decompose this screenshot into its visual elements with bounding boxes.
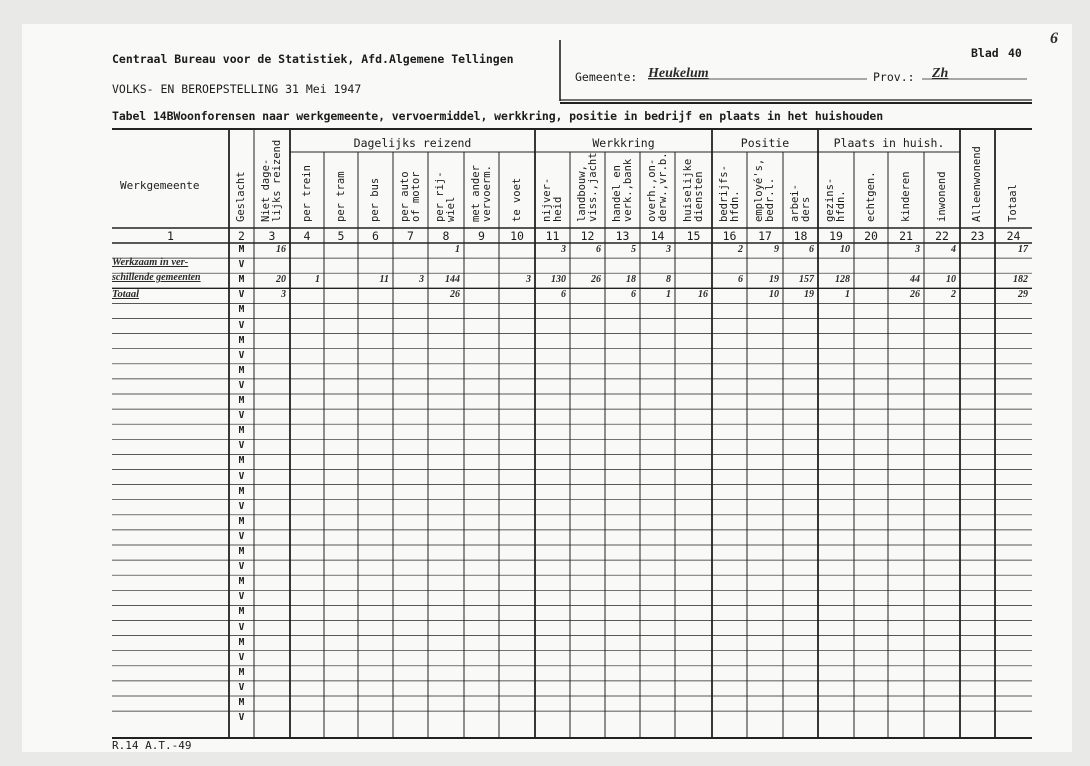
cell-r0-c14: 3 — [666, 244, 671, 255]
sex-code-row-28: M — [238, 666, 245, 678]
cell-r0-c22: 4 — [951, 244, 956, 255]
cell-r2-c17: 19 — [769, 274, 779, 286]
sex-code-row-5: V — [238, 319, 245, 331]
cell-r2-c14: 8 — [666, 274, 671, 286]
cell-r0-c21: 3 — [915, 244, 920, 255]
column-number-4: 4 — [303, 229, 311, 243]
cell-r0-c17: 9 — [774, 244, 779, 255]
sex-code-row-1: V — [238, 259, 245, 271]
sex-code-row-31: V — [238, 712, 245, 724]
col-header-17: employé's, bedr.l. — [753, 158, 776, 222]
sex-code-row-3: V — [238, 289, 245, 301]
cell-r2-c6: 11 — [379, 274, 389, 286]
group-header-2: Positie — [740, 136, 790, 150]
cell-r3-c8: 26 — [450, 289, 460, 301]
cell-r0-c18: 6 — [809, 244, 814, 255]
cell-r3-c18: 19 — [804, 289, 814, 301]
col-header-13: handel en verk.,bank — [610, 158, 634, 222]
column-number-12: 12 — [580, 229, 595, 243]
table-grid — [22, 24, 1072, 752]
col-header-18: arbei- ders — [788, 184, 812, 222]
column-number-18: 18 — [793, 229, 808, 243]
cell-r3-c11: 6 — [561, 289, 566, 301]
sex-code-row-14: M — [238, 455, 245, 467]
sex-code-row-15: V — [238, 470, 245, 482]
cell-r2-c24: 182 — [1013, 274, 1028, 286]
cell-r3-c3: 3 — [281, 289, 286, 301]
sex-code-row-23: V — [238, 591, 245, 603]
col-header-21: kinderen — [899, 171, 912, 222]
column-number-24: 24 — [1006, 229, 1021, 243]
col-header-24: Totaal — [1007, 184, 1019, 222]
group-header-1: Werkkring — [592, 136, 655, 150]
sex-code-row-22: M — [238, 576, 245, 588]
werkgemeente-totaal: Totaal — [112, 289, 140, 300]
org-header: Centraal Bureau voor de Statistiek, Afd.Algemene Tellingen — [112, 52, 514, 66]
blad-label: Blad — [971, 46, 999, 60]
col-header-20: echtgen. — [864, 171, 877, 222]
cell-r2-c12: 26 — [591, 274, 601, 286]
sex-code-row-6: M — [238, 334, 245, 346]
cell-r0-c8: 1 — [455, 244, 460, 255]
column-number-10: 10 — [510, 229, 524, 243]
cell-r0-c19: 10 — [840, 244, 850, 255]
gemeente-value: Heukelum — [648, 66, 709, 81]
sex-code-row-13: V — [238, 440, 245, 452]
table-title: Tabel 14BWoonforensen naar werkgemeente, vervoermiddel, werkkring, positie in bedrijf en plaats in het huishouden — [112, 109, 884, 123]
sex-code-row-9: V — [238, 379, 245, 391]
col-header-16: bedrijfs- hfdn. — [717, 165, 741, 222]
group-header-0: Dagelijks reizend — [353, 136, 472, 150]
cell-r3-c13: 6 — [631, 289, 636, 301]
col-header-werkgemeente: Werkgemeente — [120, 179, 200, 192]
column-number-3: 3 — [268, 229, 276, 243]
col-header-9: met ander vervoerm. — [469, 165, 493, 222]
cell-r2-c19: 128 — [835, 274, 850, 286]
werkgemeente-row1-line1: Werkzaam in ver- — [112, 257, 189, 268]
column-number-19: 19 — [829, 229, 843, 243]
sex-code-row-0: M — [238, 244, 245, 255]
cell-r3-c22: 2 — [951, 289, 956, 301]
group-header-3: Plaats in huish. — [833, 136, 945, 150]
cell-r3-c21: 26 — [910, 289, 920, 301]
sex-code-row-8: M — [238, 364, 245, 376]
sex-code-row-11: V — [238, 410, 245, 422]
sex-code-row-12: M — [238, 425, 245, 437]
sex-code-row-27: V — [238, 651, 245, 663]
column-number-16: 16 — [722, 229, 737, 243]
col-header-10: te voet — [510, 177, 523, 222]
form-code-footer: R.14 A.T.-49 — [112, 739, 192, 752]
col-header-3: Niet dage- lijks reizend — [260, 139, 283, 222]
sex-code-row-29: V — [238, 681, 245, 693]
column-number-13: 13 — [615, 229, 630, 243]
census-form-sheet — [22, 24, 1072, 752]
sex-code-row-4: M — [238, 304, 245, 316]
sex-code-row-16: M — [238, 485, 245, 497]
cell-r3-c15: 16 — [698, 289, 708, 301]
prov-label: Prov.: — [873, 70, 915, 84]
cell-r3-c17: 10 — [769, 289, 779, 301]
column-number-14: 14 — [650, 229, 665, 243]
col-header-8: per rij- wiel — [434, 171, 457, 222]
sex-code-row-26: M — [238, 636, 245, 648]
col-header-7: per auto of motor — [398, 171, 422, 222]
column-number-22: 22 — [935, 229, 949, 243]
gemeente-label: Gemeente: — [575, 70, 638, 84]
column-number-7: 7 — [407, 229, 414, 243]
col-header-12: landbouw, viss.,jacht — [575, 152, 599, 222]
sex-code-row-17: V — [238, 500, 245, 512]
cell-r2-c8: 144 — [445, 274, 460, 286]
sex-code-row-21: V — [238, 561, 245, 573]
cell-r2-c16: 6 — [738, 274, 743, 286]
cell-r0-c16: 2 — [738, 244, 743, 255]
column-number-5: 5 — [337, 229, 345, 243]
sex-code-row-7: V — [238, 349, 245, 361]
col-header-5: per tram — [334, 171, 347, 222]
cell-r0-c12: 6 — [596, 244, 601, 255]
cell-r0-c24: 17 — [1018, 244, 1028, 255]
col-header-11: nijver- heid — [540, 177, 564, 222]
cell-r0-c3: 16 — [276, 244, 286, 255]
cell-r2-c22: 10 — [946, 274, 956, 286]
cell-r2-c18: 157 — [799, 274, 814, 286]
col-header-2: Geslacht — [235, 171, 247, 222]
sex-code-row-2: M — [238, 274, 245, 286]
census-title: VOLKS- EN BEROEPSTELLING 31 Mei 1947 — [112, 82, 362, 96]
sex-code-row-24: M — [238, 606, 245, 618]
cell-r2-c4: 1 — [315, 274, 320, 286]
column-number-8: 8 — [442, 229, 450, 243]
sex-code-row-19: V — [238, 530, 245, 542]
column-number-2: 2 — [238, 229, 245, 243]
column-number-11: 11 — [545, 229, 560, 243]
corner-page-mark: 6 — [1050, 30, 1058, 47]
cell-r3-c14: 1 — [666, 289, 671, 301]
prov-value: Zh — [932, 66, 949, 81]
col-header-14: overh.,on- derw.,vr.b. — [645, 152, 669, 222]
sex-code-row-18: M — [238, 515, 245, 527]
cell-r0-c11: 3 — [561, 244, 566, 255]
cell-r2-c10: 3 — [526, 274, 531, 286]
col-header-22: inwonend — [935, 171, 948, 222]
col-header-4: per trein — [300, 165, 313, 222]
cell-r2-c11: 130 — [551, 274, 566, 286]
col-header-23: Alleenwonend — [971, 146, 983, 222]
cell-r2-c7: 3 — [419, 274, 424, 286]
column-number-17: 17 — [758, 229, 772, 243]
cell-r2-c3: 20 — [276, 274, 286, 286]
column-number-6: 6 — [372, 229, 379, 243]
werkgemeente-row1-line2: schillende gemeenten — [112, 272, 201, 283]
sex-code-row-20: M — [238, 546, 245, 557]
col-header-6: per bus — [369, 177, 381, 222]
column-number-9: 9 — [478, 229, 485, 243]
cell-r2-c21: 44 — [910, 274, 920, 286]
col-header-15: huiselijke diensten — [681, 158, 705, 222]
sex-code-row-30: M — [238, 697, 245, 708]
cell-r3-c24: 29 — [1018, 289, 1028, 301]
sex-code-row-10: M — [238, 395, 245, 406]
column-number-20: 20 — [864, 229, 878, 243]
sex-code-row-25: V — [238, 621, 245, 633]
cell-r2-c13: 18 — [626, 274, 636, 286]
column-number-1: 1 — [167, 229, 174, 243]
column-number-23: 23 — [970, 229, 985, 243]
col-header-19: gezins- hfdn. — [824, 177, 847, 222]
column-number-15: 15 — [686, 229, 701, 243]
column-number-21: 21 — [899, 229, 913, 243]
cell-r0-c13: 5 — [631, 244, 636, 255]
cell-r3-c19: 1 — [845, 289, 850, 301]
blad-number: 40 — [1008, 46, 1022, 60]
